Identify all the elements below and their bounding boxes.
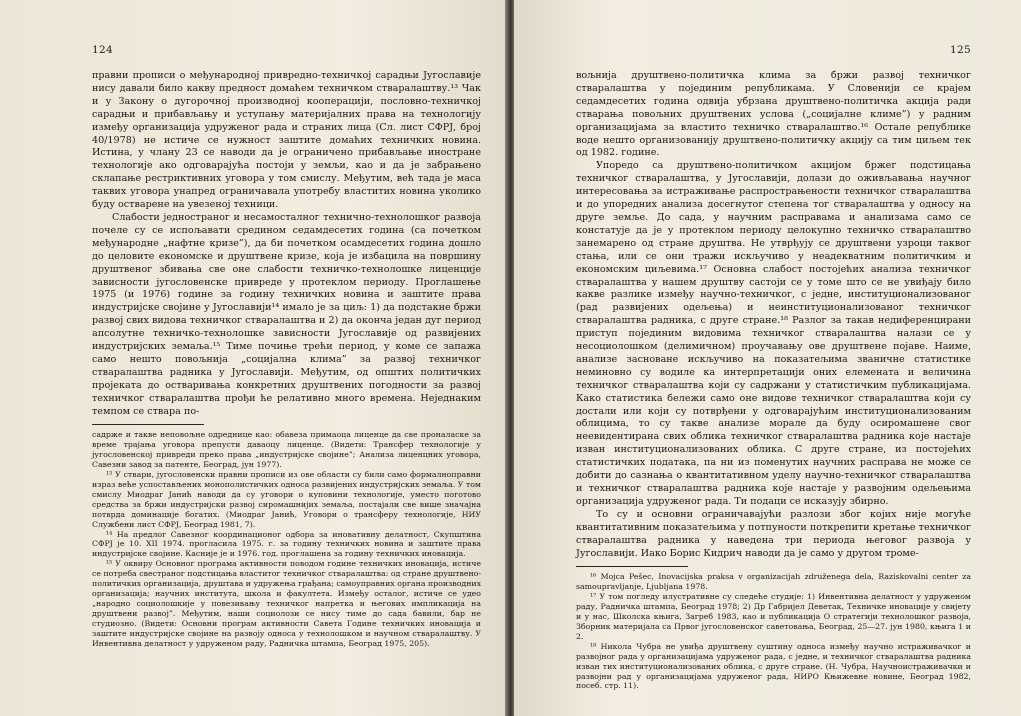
paragraph: правни прописи о међународној привредно-техничкој сарадњи Југославије нису давали било какву предност домаћем техничком стваралаштву.¹³ Чак и у Закону о дугорочној производној кооперацији, пословно-техничкој сарадњи и прибављању и уступању материјалних права на технологију између организација удруженог рада и страних лица (Сл. лист СФРЈ, број 40/1978) не истиче се нужност заштите домаћих техничких новина. Истина, у члану 23 се наводи да је ограничено прибављање иностране технологије ако одговарајућа постоји у земљи, као и да је забрањено склапање рестриктивних уговора у том смислу. Међутим, већ тада је маса таквих уговора унапред ограничавала употребу властитих новина уколико буду остварене на увезеној техници. bbox=[92, 70, 481, 211]
left-page bbox=[0, 0, 507, 716]
footnote-divider bbox=[576, 566, 688, 567]
right-page bbox=[514, 0, 1021, 716]
page-number: 124 bbox=[92, 44, 113, 56]
body-text bbox=[92, 70, 481, 418]
paragraph: То су и основни ограничавајући разлози због којих није могуће квантитативним показатељима у потпуности поткрепити кретање техничког стваралаштва радника у наведена три периода његовог развоја у Југославији. Иако Борис Кидрич наводи да је само у другом троме- bbox=[576, 508, 971, 559]
footnote: ¹⁷ У том погледу илустративне су следеће студије: 1) Инвентивна делатност у удруженом раду, Радничка штампа, Београд 1978; 2) Др Габријел Деветак, Техничке иновације у свијету и у нас, Школска књига, Загреб 1983, као и публикација О стратегији технолошког развоја, Зборник материјала са Првог југословенског саветовања, Београд, 25—27. јун 1980, књига 1 и 2. bbox=[576, 592, 971, 641]
paragraph: вољнија друштвено-политичка клима за бржи развој техничког стваралаштва у појединим републикама. У Словенији се крајем седамдесетих година одвија убрзана друштвено-политичка акција ради стварања повољних друштвених услова („социјалне климе”) у радним организацијама за властито техничко стваралаштво.¹⁶ Остале републике воде нешто организованију друштвено-политичку акцију са тим циљем тек од 1982. године. bbox=[576, 70, 971, 159]
footnote: ¹³ У ствари, југословенски правни прописи из ове области су били само формалноправни израз веће успостављених монополистичких односа развијених индустријских земаља. У том смислу Миодраг Јанић наводи да су уговори о куповини технологије, уместо поготово средства за бржи индустријски развој сиромашнијих земаља, постајали све више значајна потврда доминације богатих. (Миодраг Јанић, Уговори о трансферу технологије, НИУ Службени лист СФРЈ, Београд 1981, 7). bbox=[92, 470, 481, 529]
footnote: ¹⁵ У оквиру Основног програма активности поводом године техничких иновација, истиче се потреба свестраног подстицања властитог техничког стваралаштва: од стране друштвено-политичких организација, друштава и удружења грађана; самоуправних органа производних организација; научних институтa, школа и факултета. Између осталог, истиче се удео „народно социолошкије у повезивању техничког напретка и његових импликација на друштвени развој”. Међутим, наши социолози се нису тиме до сада бавили, бар не студиозно. (Видети: Основни програм активности Савета Године техничких иновација и заштите индустријске својине на развоју односа у технолошком и научном стваралаштву. У Инвентивна делатност у удруженом раду, Радничка штампа, Београд 1975, 205). bbox=[92, 559, 481, 648]
body-text bbox=[576, 70, 971, 560]
footnotes bbox=[576, 572, 971, 691]
page-number: 125 bbox=[950, 44, 971, 56]
paragraph: Слабости једностраног и несамосталног технично-технолошког развоја почеле су се испољавати средином седамдесетих година (са почетком међународне „нафтне кризе”), да би почетком осамдесетих година дошло до целовите економске и друштвене кризе, која је избацила на површину друштвеног збивања све оне слабости техничко-технолошке лиценције зависности југословенске привреде у протеклом периоду. Проглашење 1975 (и 1976) године за годину техничких новина и заштите права индустријске својине у Југославији¹⁴ имало је за циљ: 1) да подстакне бржи развој свих видова техничког стваралаштва и 2) да оконча један дуг период апсолутне техничко-технолошке зависности Југославије од развијених индустријских земаља.¹⁵ Тиме почиње трећи период, у коме се запажа само нешто повољнија „социјална клима” за развој техничког стваралаштва радника у Југославији. Међутим, од општих политичких пројеката до остваривања конкретних друштвених погодности за развој техничког стваралаштва прођи ће релативно много времена. Неједнаким темпом се ствара по- bbox=[92, 211, 481, 417]
footnote: ¹⁸ Никола Чубра не увиђа друштвену суштину односа између научно истраживачког и развојног рада у организацијама удруженог рада, с једне, и техничког стваралаштва радника изван тих институционализованих облика, с друге стране. (Н. Чубра, Научноистраживачки и развојни рад у организацијама удруженог рада, НИРО Књижевне новине, Београд 1982, посеб. стр. 11). bbox=[576, 641, 971, 691]
paragraph: Упоредо са друштвено-политичком акцијом бржег подстицања техничког стваралаштва, у Југославији, долази до оживљавања научног интересовања за истраживање распрострањености техничког стваралаштва и до упоредних анализа досегнутог степена тог стваралаштва у односу на друге земље. До сада, у научним расправама и анализама само се констатује да је у протеклом периоду целокупно техничко стваралаштво занемарено од стране друштва. Не утврђују се друштвени узроци таквог стања, или се они тражи искључиво у неадекватним политичким и економским циљевима.¹⁷ Основна слабост постојећих анализа техничког стваралаштва у нашем друштву састоји се у томе што се не увиђају било какве разлике између научно-техничког, с једне, институционализованог (рад развијених одељења) и неинституционализованог техничког стваралаштва радника, с друге стране.¹⁸ Разлог за такав недиференцирани приступ појединим видовима техничког стваралаштва налази се у несоциолошком (делимичном) проучавању ове друштвене појаве. Наиме, анализе засноване искључиво на показатељима званичне статистике неминовно су водиле ка интерпретацији оних елемената и величина техничког стваралаштва који су садржани у статистичким публикацијама. Како статистика бележи само оне видове техничког стваралаштва који су достали или који су потврђени у одговарајућим институционализованим облицима, то су такве анализе морале да буду осиромашене свог неевидентирана свих облика техничког стваралаштва радника које настаје изван институционализованих облика. С друге стране, из постојећих статистичких података, па ни из поменутих научних расправа не може се добити до сазнања о квантитативном уделу научно-техничког стваралаштва и техничког стваралаштва радника које настаје у развојним одељењима организација удруженог рада. Ти подаци се исказују збирно. bbox=[576, 160, 971, 507]
footnote: садрже и такве неповољне одреднице као: обавеза примаоца лиценце да све проналаске за време трајања уговора препусти даваоцу лиценце. (Видети: Трансфер технологије у југословенској привреди преко права „индустријске својине”; Анализа лиценцних уговора, Савезни завод за патенте, Београд, јун 1977). bbox=[92, 430, 481, 470]
footnote-divider bbox=[92, 424, 204, 425]
footnotes bbox=[92, 430, 481, 648]
footnote: ¹⁶ Mojca Pešec, Inovacijska praksa v organizacijah združenega dela, Raziskovalni center za samoupravljanje, Ljubljana 1978. bbox=[576, 572, 971, 592]
footnote: ¹⁴ На предлог Савезног координационог одбора за иновативну делатност, Скупштина СФРЈ је 10. XII 1974. прогласила 1975. г. за годину техничких новина и заштите права индустријске својине. Касније је и 1976. год. проглашена за годину техничких иновација. bbox=[92, 529, 481, 559]
